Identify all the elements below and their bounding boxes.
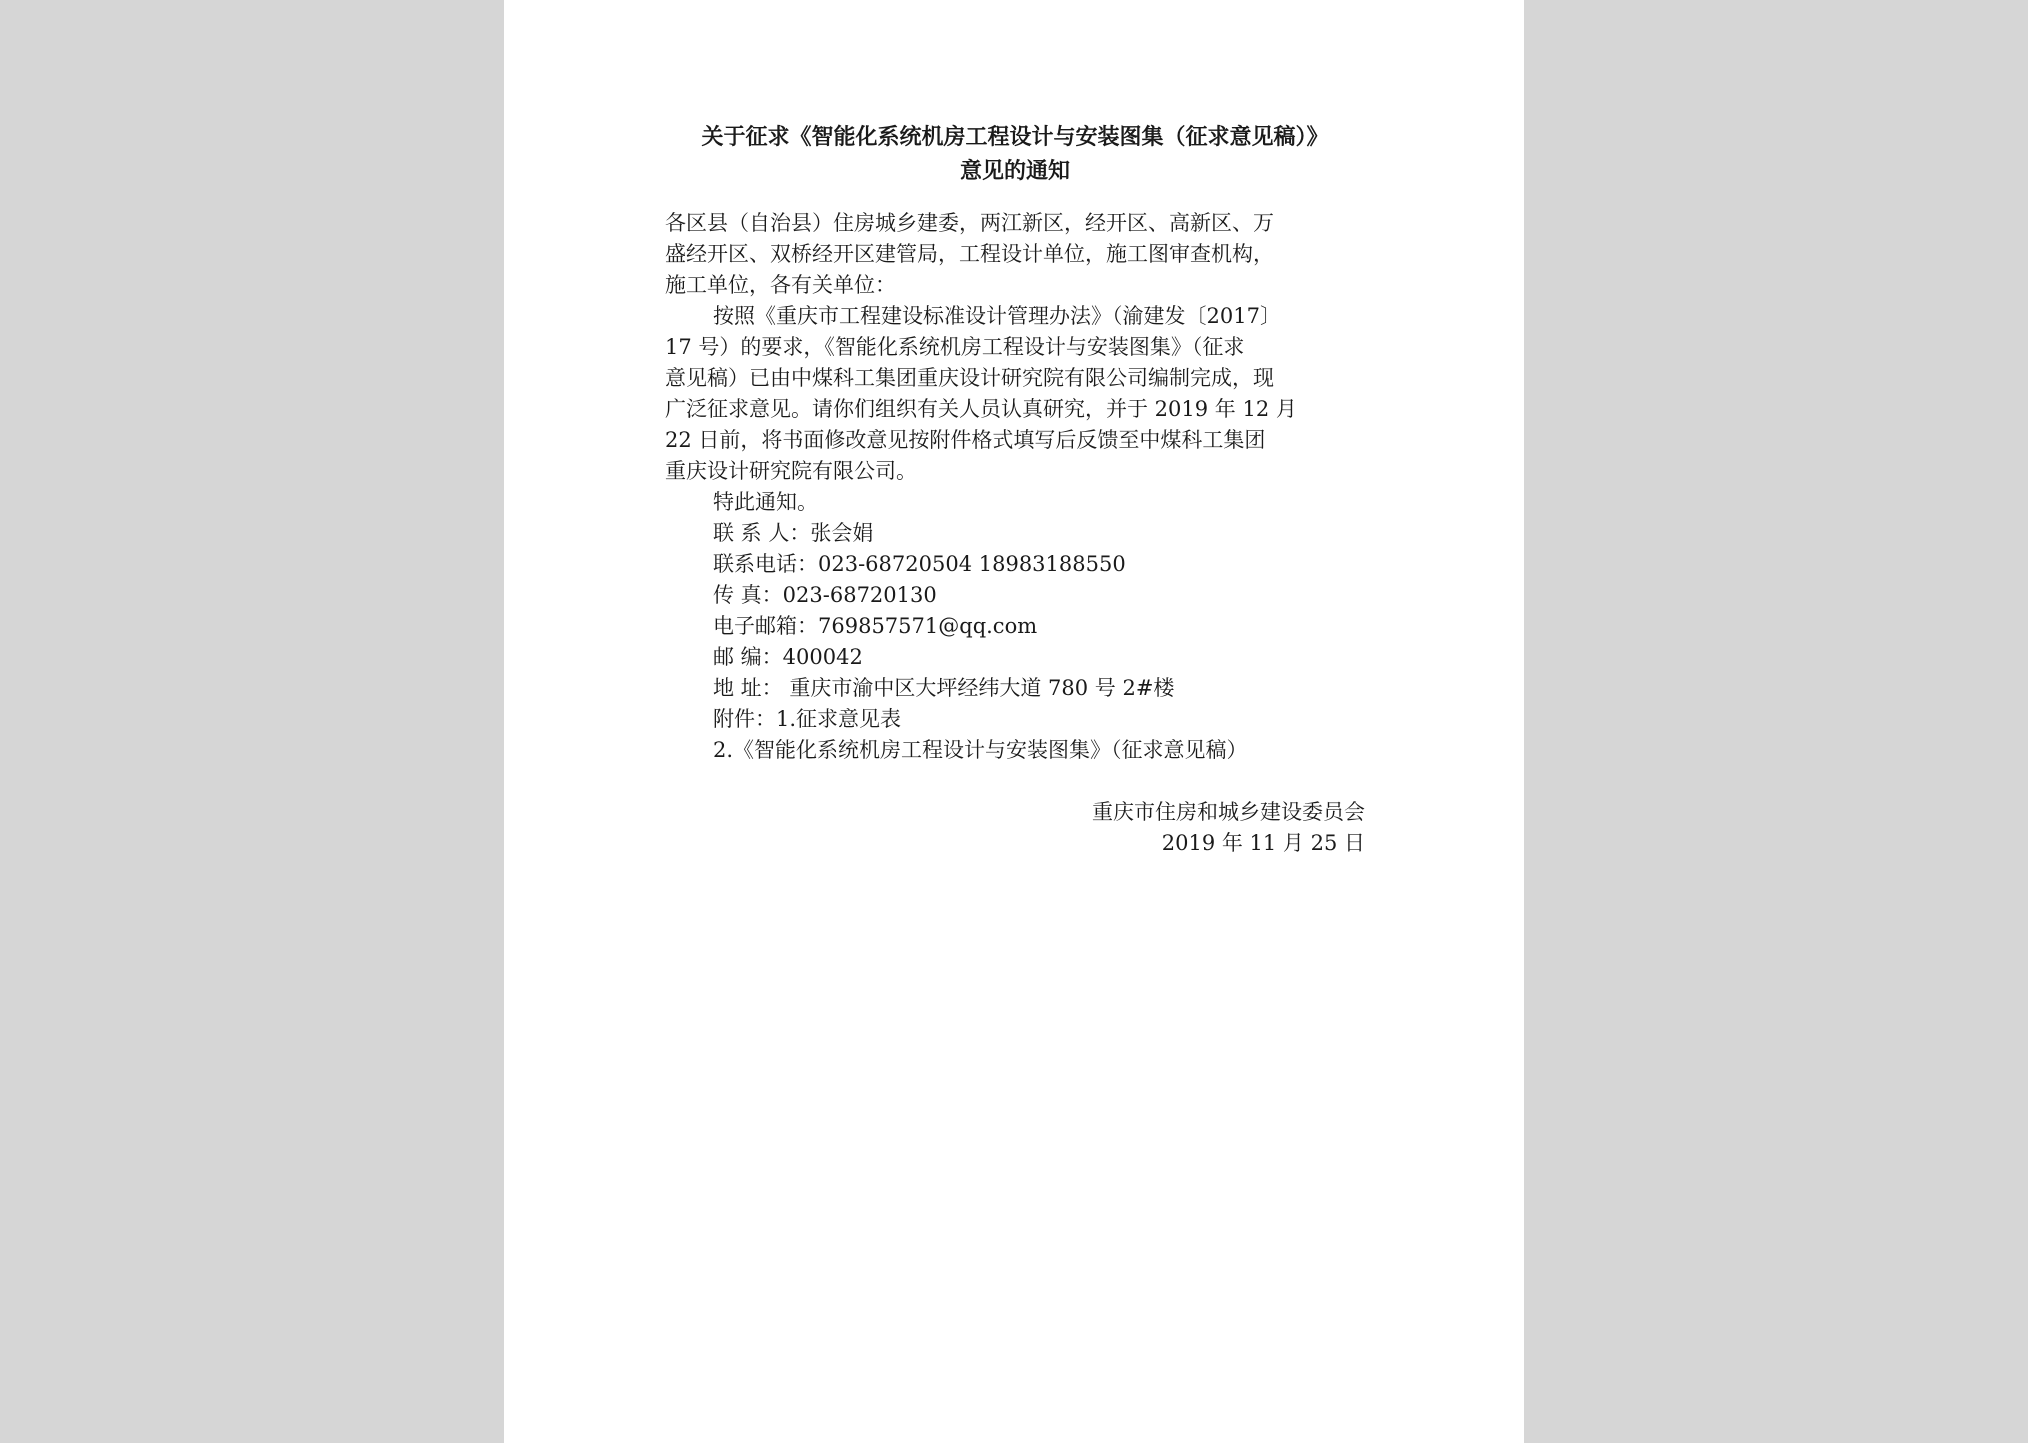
document-page — [504, 0, 1524, 1443]
contact-fax: 传 真：023-68720130 — [713, 583, 937, 607]
body-line: 22 日前，将书面修改意见按附件格式填写后反馈至中煤科工集团 — [665, 428, 1266, 452]
signature-block — [665, 797, 1365, 859]
issuer-name: 重庆市住房和城乡建设委员会 — [1092, 800, 1365, 824]
contact-block — [665, 518, 1365, 766]
body-line: 17 号）的要求，《智能化系统机房工程设计与安装图集》（征求 — [665, 335, 1245, 359]
attachment-2: 2.《智能化系统机房工程设计与安装图集》（征求意见稿） — [713, 738, 1248, 762]
document-title — [665, 120, 1365, 188]
contact-email: 电子邮箱：769857571@qq.com — [713, 614, 1038, 638]
document-content — [665, 120, 1365, 859]
notice-text: 特此通知。 — [713, 490, 818, 514]
body-line: 重庆设计研究院有限公司。 — [665, 459, 917, 483]
attachment-1: 附件：1.征求意见表 — [713, 707, 902, 731]
contact-phone: 联系电话：023-68720504 18983188550 — [713, 552, 1126, 576]
body-paragraph — [665, 301, 1365, 487]
title-line-1: 关于征求《智能化系统机房工程设计与安装图集（征求意见稿）》 — [701, 124, 1329, 150]
body-line: 意见稿）已由中煤科工集团重庆设计研究院有限公司编制完成，现 — [665, 366, 1274, 390]
contact-address: 地 址： 重庆市渝中区大坪经纬大道 780 号 2#楼 — [713, 676, 1175, 700]
contact-person: 联 系 人：张会娟 — [713, 521, 874, 545]
recipients-line: 盛经开区、双桥经开区建管局，工程设计单位，施工图审查机构， — [665, 242, 1274, 266]
recipients-line: 施工单位，各有关单位： — [665, 273, 896, 297]
issue-date: 2019 年 11 月 25 日 — [1161, 831, 1365, 855]
recipients-line: 各区县（自治县）住房城乡建委，两江新区，经开区、高新区、万 — [665, 211, 1274, 235]
body-line: 按照《重庆市工程建设标准设计管理办法》（渝建发〔2017〕 — [713, 304, 1281, 328]
title-line-2: 意见的通知 — [959, 158, 1070, 184]
body-line: 广泛征求意见。请你们组织有关人员认真研究，并于 2019 年 12 月 — [665, 397, 1297, 421]
recipients-paragraph — [665, 208, 1365, 301]
contact-postcode: 邮 编：400042 — [713, 645, 863, 669]
